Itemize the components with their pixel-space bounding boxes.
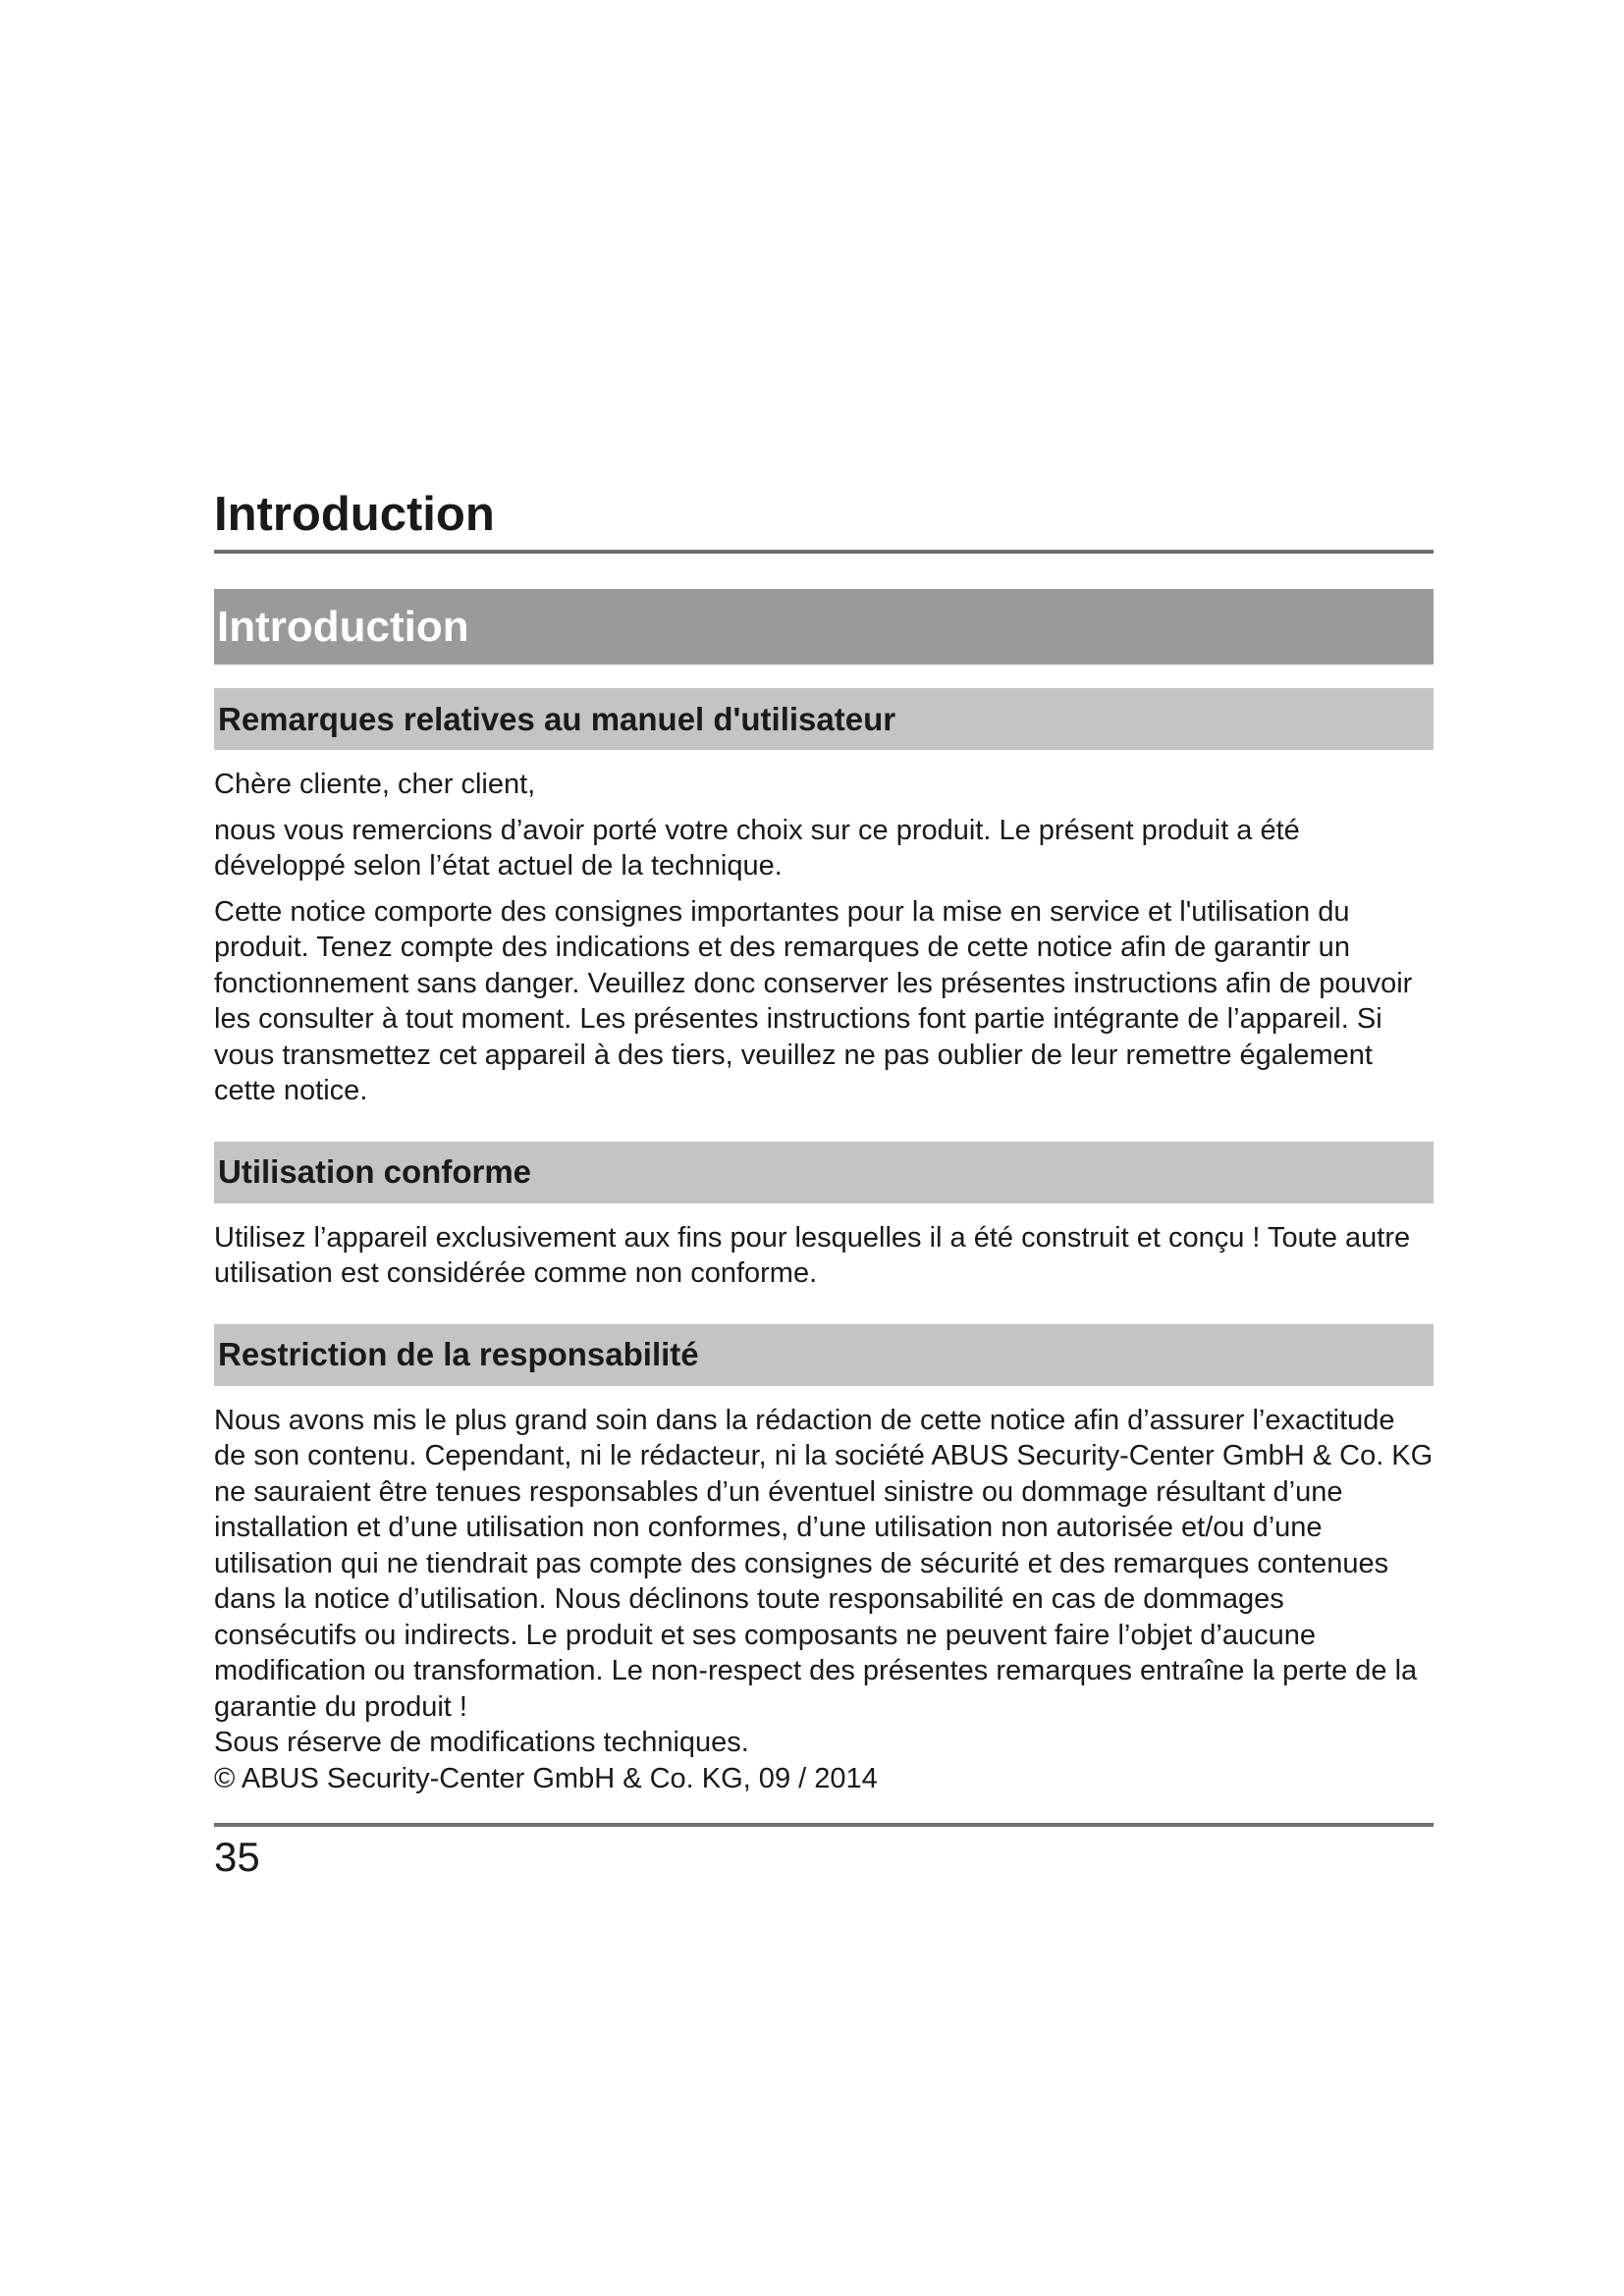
document-page bbox=[214, 471, 1434, 1878]
page-number: 35 bbox=[214, 1834, 260, 1880]
paragraph-greeting: Chère cliente, cher client, bbox=[214, 769, 536, 800]
copyright-notice: © ABUS Security-Center GmbH & Co. KG, 09 / 2014 bbox=[214, 1762, 878, 1794]
section-title: Introduction bbox=[217, 602, 469, 651]
subsection-heading: Remarques relatives au manuel d'utilisateur bbox=[218, 700, 896, 737]
paragraph-thanks: nous vous remercions d’avoir porté votre choix sur ce produit. Le présent produit a été développé selon l’état actuel de la technique. bbox=[214, 814, 1300, 881]
paragraph-usage: Utilisez l’appareil exclusivement aux fins pour lesquelles il a été construit et conçu ! Toute autre utilisation est considérée comme non conforme. bbox=[214, 1221, 1411, 1289]
section-banner bbox=[214, 589, 1434, 665]
subsection-heading: Utilisation conforme bbox=[218, 1153, 532, 1190]
paragraph-liability: Nous avons mis le plus grand soin dans la rédaction de cette notice afin d’assurer l’exactitude de son contenu. Cependant, ni le rédacteur, ni la société ABUS Security-Center GmbH & Co. KG ne sauraient être tenues responsables d’un éventuel sinistre ou dommage résultant d’une installation et d’une utilisation non conformes, d’une utilisation non autorisée et/ou d’une utilisation qui ne tiendrait pas compte des consignes de sécurité et des remarques contenues dans la notice d’utilisation. Nous déclinons toute responsabilité en cas de dommages consécutifs ou indirects. Le produit et ses composants ne peuvent faire l’objet d’aucune modification ou transformation. Le non-respect des présentes remarques entraîne la perte de la garantie du produit ! bbox=[214, 1404, 1434, 1723]
header-divider bbox=[214, 550, 1434, 554]
subsection-banner-utilisation bbox=[214, 1142, 1434, 1203]
chapter-title: Introduction bbox=[214, 488, 495, 541]
subsection-heading: Restriction de la responsabilité bbox=[218, 1336, 699, 1372]
footer-divider bbox=[214, 1823, 1434, 1827]
subsection-banner-remarques bbox=[214, 688, 1434, 750]
subsection-banner-restriction bbox=[214, 1324, 1434, 1386]
paragraph-notice: Cette notice comporte des consignes importantes pour la mise en service et l'utilisation du produit. Tenez compte des indications et des remarques de cette notice afin de garantir un fonctionnement sans danger. Veuillez donc conserver les présentes instructions afin de pouvoir les consulter à tout moment. Les présentes instructions font partie intégrante de l’appareil. Si vous transmettez cet appareil à des tiers, veuillez ne pas oublier de leur remettre également cette notice. bbox=[214, 895, 1413, 1106]
paragraph-technical-reserve: Sous réserve de modifications techniques. bbox=[214, 1727, 749, 1758]
